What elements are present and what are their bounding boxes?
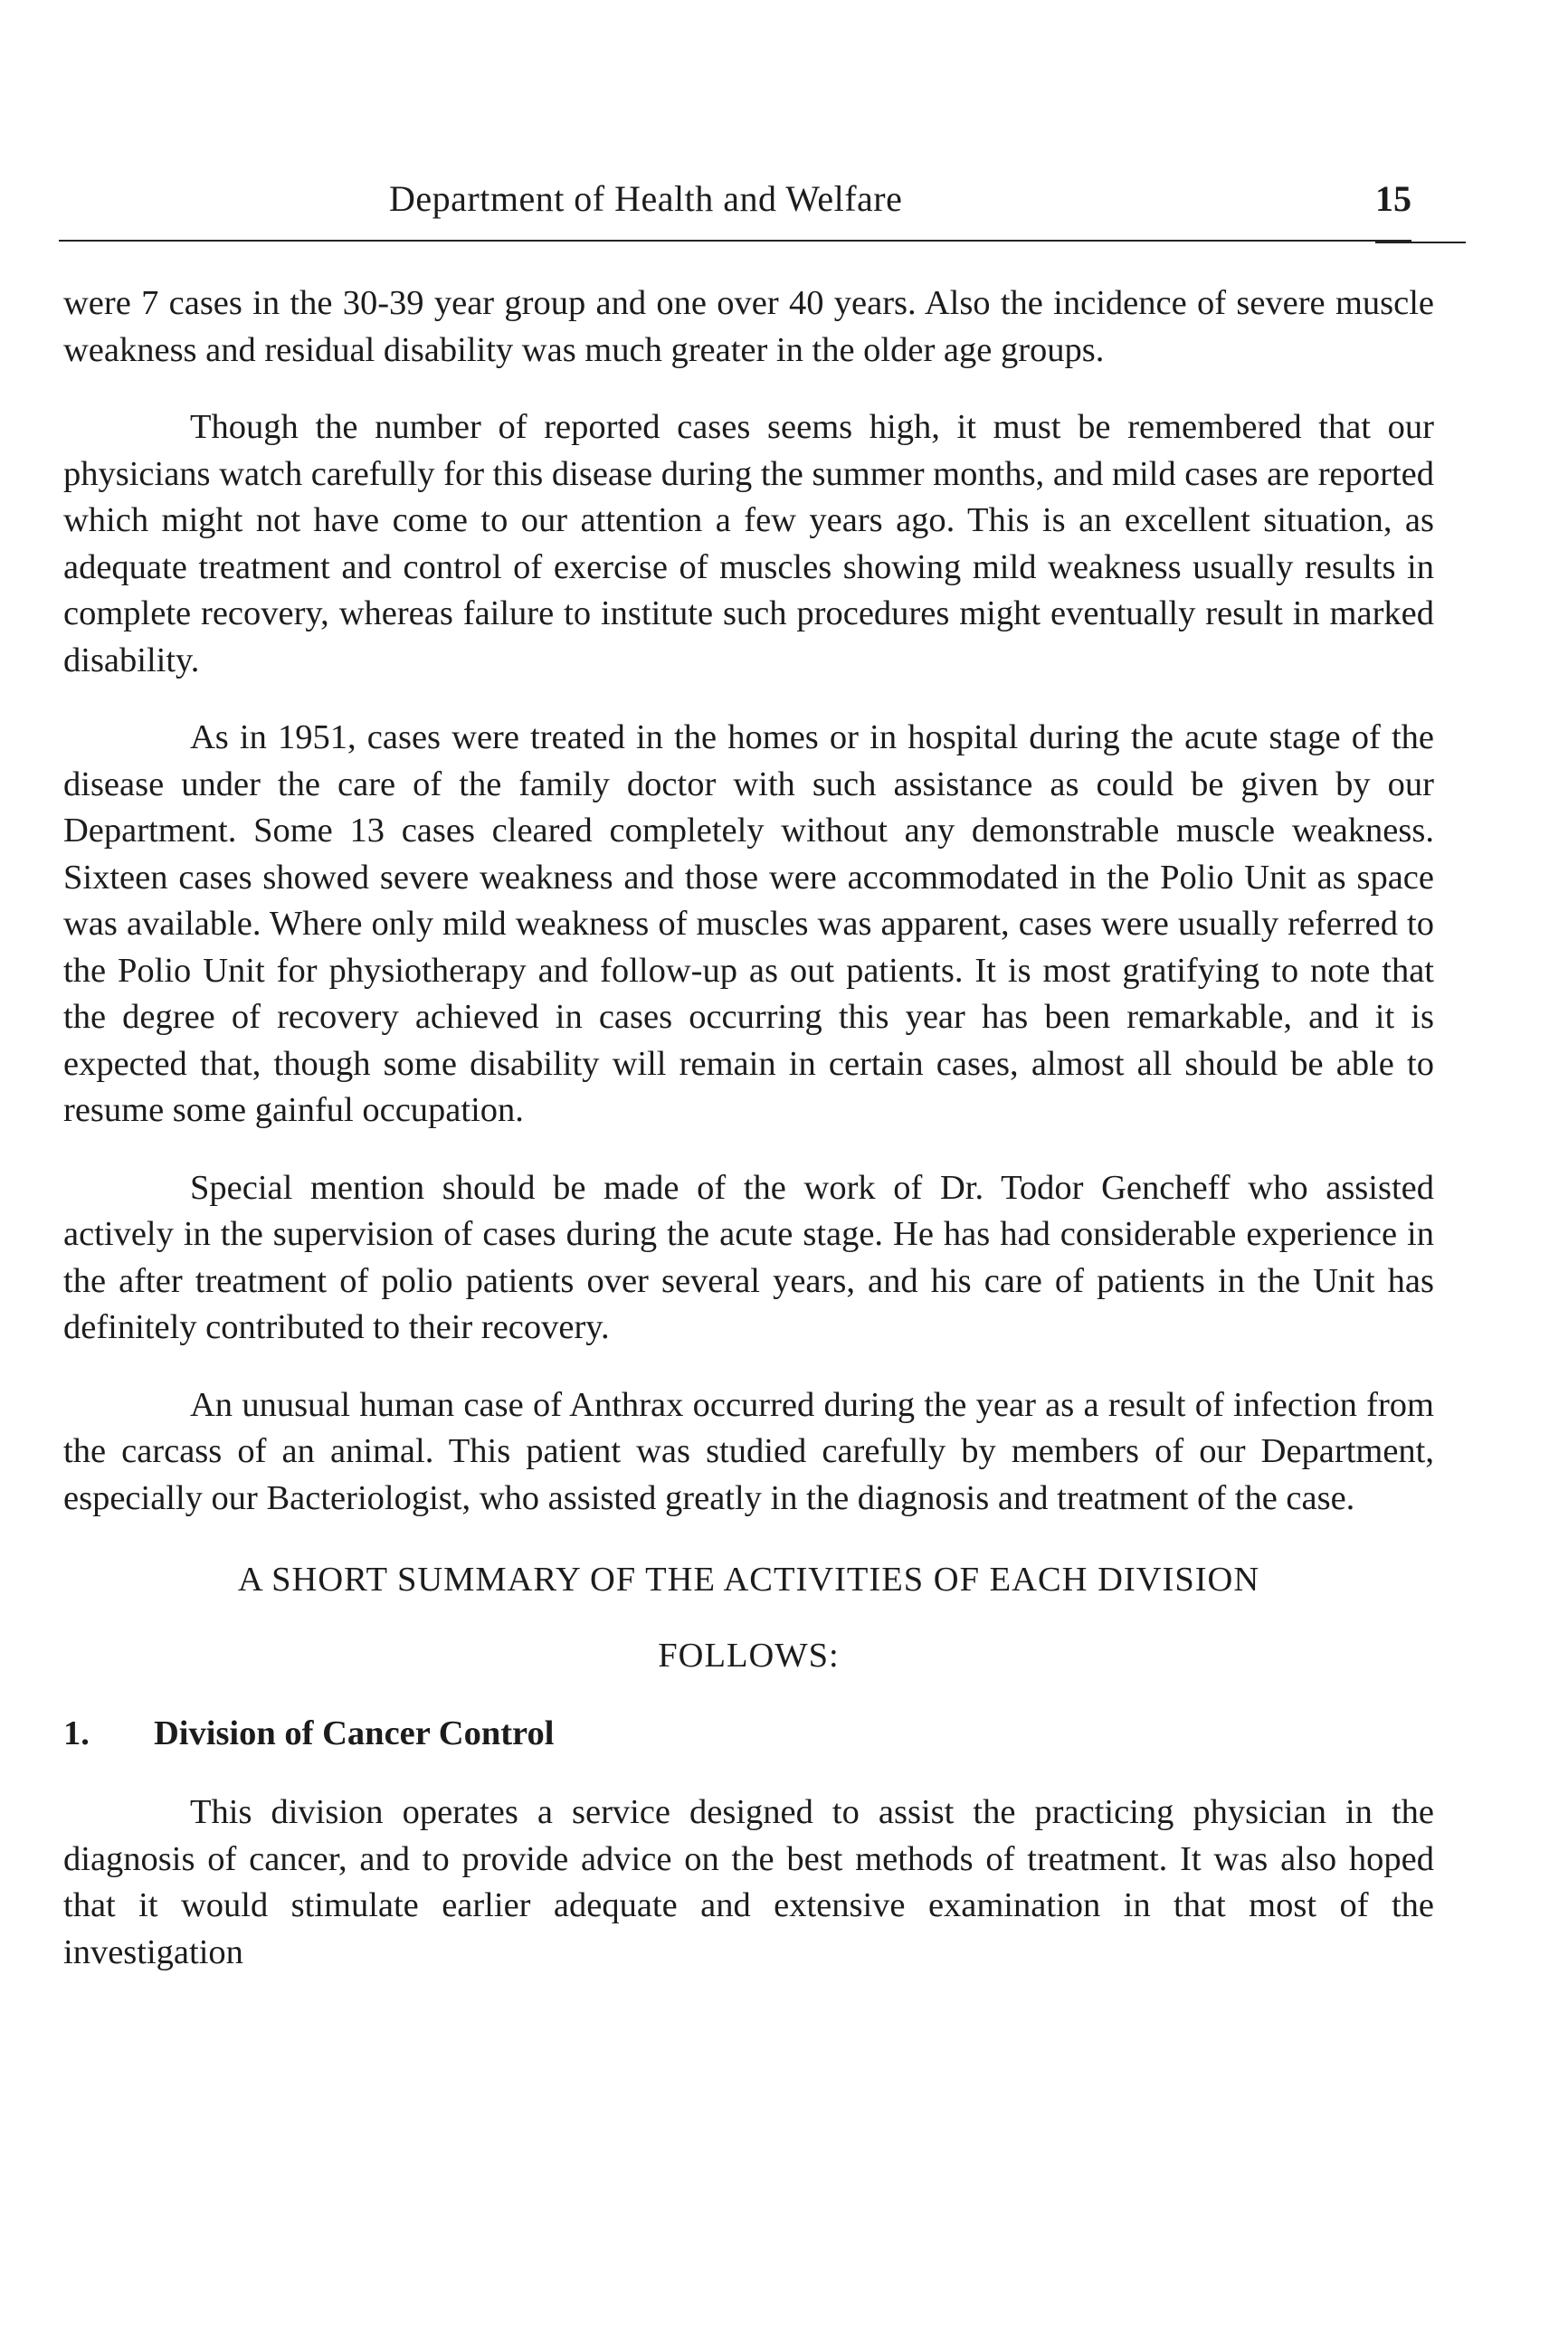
body-text — [63, 280, 1434, 2007]
document-page — [63, 167, 1434, 1971]
division-name: Division of Cancer Control — [154, 1714, 555, 1752]
division-heading — [63, 1708, 1434, 1759]
page-number: 15 — [1375, 178, 1411, 219]
paragraph-treatment: As in 1951, cases were treated in the homes or in hospital during the acute stage of the disease under the care of the family doctor with such assistance as could be given by our Department. Some 13 cases cleared completely without any demonstrable muscle weakness. Sixteen cases showed severe weakness and those were accommodated in the Polio Unit as space was available. Where only mild weakness of muscles was apparent, cases were usually referred to the Polio Unit for physiotherapy and follow-up as out patients. It is most gratifying to note that the degree of recovery achieved in cases occurring this year has been remarkable, and it is expected that, though some disability will remain in certain cases, almost all should be able to resume some gainful occupation. — [63, 718, 1434, 1129]
paragraph-cancer-control: This division operates a service designed to assist the practicing physician in the diagnosis of cancer, and to provide advice on the best methods of treatment. It was also hoped that it would stimulate earlier adequate and extensive examination in that most of the investigation — [63, 1793, 1434, 1971]
division-number: 1. — [63, 1714, 90, 1752]
paragraph-anthrax: An unusual human case of Anthrax occurred during the year as a result of infection from the carcass of an animal. This patient was studied carefully by members of our Department, especially our Bacteriologist, who assisted greatly in the diagnosis and treatment of the case. — [63, 1385, 1434, 1517]
header-rule — [59, 240, 1411, 242]
header-title: Department of Health and Welfare — [389, 178, 903, 219]
paragraph-special-mention: Special mention should be made of the work of Dr. Todor Gencheff who assisted actively in the supervision of cases during the acute stage. He has had considerable experience in the after treatment of polio patients over several years, and his care of patients in the Unit has definitely contributed to their recovery. — [63, 1168, 1434, 1346]
paragraph-continuation: were 7 cases in the 30-39 year group and one over 40 years. Also the incidence of severe muscle weakness and residual disability was much greater in the older age groups. — [63, 284, 1434, 369]
summary-heading-line2: FOLLOWS: — [658, 1637, 840, 1675]
paragraph-reported-cases: Though the number of reported cases seems high, it must be remembered that our physicians watch carefully for this disease during the summer months, and mild cases are reported which might not have come to our attention a few years ago. This is an excellent situation, as adequate treatment and control of exercise of muscles showing mild weakness usually results in complete recovery, whereas failure to institute such procedures might eventually result in marked disability. — [63, 408, 1434, 679]
running-header — [63, 167, 1434, 231]
summary-heading-line1: A SHORT SUMMARY OF THE ACTIVITIES OF EACH DIVISION — [237, 1561, 1260, 1599]
header-rule-tail — [1375, 242, 1466, 243]
summary-heading — [63, 1552, 1434, 1683]
